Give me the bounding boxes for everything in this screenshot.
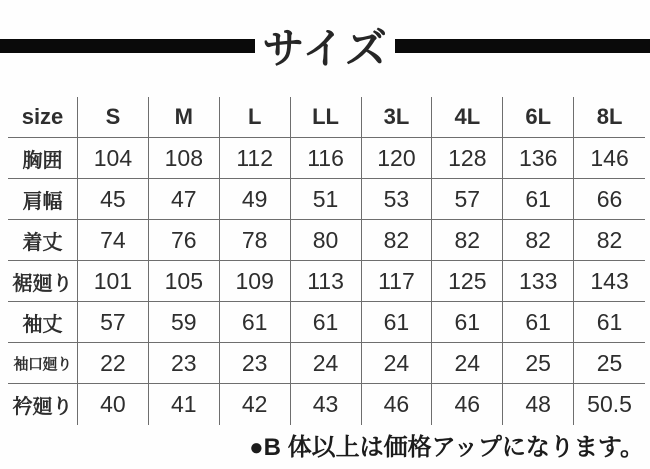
value-cell: 133 bbox=[503, 261, 574, 302]
row-label: 袖丈 bbox=[8, 302, 78, 343]
value-cell: 41 bbox=[149, 384, 220, 425]
value-cell: 61 bbox=[432, 302, 503, 343]
column-header-size: size bbox=[8, 97, 78, 138]
value-cell: 146 bbox=[574, 138, 645, 179]
value-cell: 45 bbox=[78, 179, 149, 220]
column-header-S: S bbox=[78, 97, 149, 138]
value-cell: 104 bbox=[78, 138, 149, 179]
column-header-3L: 3L bbox=[362, 97, 433, 138]
value-cell: 76 bbox=[149, 220, 220, 261]
value-cell: 40 bbox=[78, 384, 149, 425]
value-cell: 61 bbox=[220, 302, 291, 343]
value-cell: 24 bbox=[291, 343, 362, 384]
value-cell: 136 bbox=[503, 138, 574, 179]
row-label: 衿廻り bbox=[8, 384, 78, 425]
value-cell: 43 bbox=[291, 384, 362, 425]
value-cell: 61 bbox=[503, 302, 574, 343]
value-cell: 24 bbox=[362, 343, 433, 384]
value-cell: 116 bbox=[291, 138, 362, 179]
value-cell: 143 bbox=[574, 261, 645, 302]
row-label: 着丈 bbox=[8, 220, 78, 261]
column-header-6L: 6L bbox=[503, 97, 574, 138]
column-header-8L: 8L bbox=[574, 97, 645, 138]
value-cell: 49 bbox=[220, 179, 291, 220]
value-cell: 24 bbox=[432, 343, 503, 384]
value-cell: 82 bbox=[362, 220, 433, 261]
value-cell: 23 bbox=[220, 343, 291, 384]
value-cell: 128 bbox=[432, 138, 503, 179]
value-cell: 61 bbox=[362, 302, 433, 343]
column-header-M: M bbox=[149, 97, 220, 138]
row-label: 袖口廻り bbox=[8, 343, 78, 384]
row-label: 肩幅 bbox=[8, 179, 78, 220]
column-header-4L: 4L bbox=[432, 97, 503, 138]
value-cell: 47 bbox=[149, 179, 220, 220]
value-cell: 112 bbox=[220, 138, 291, 179]
value-cell: 82 bbox=[432, 220, 503, 261]
value-cell: 82 bbox=[503, 220, 574, 261]
value-cell: 120 bbox=[362, 138, 433, 179]
value-cell: 80 bbox=[291, 220, 362, 261]
value-cell: 61 bbox=[291, 302, 362, 343]
value-cell: 46 bbox=[362, 384, 433, 425]
size-table bbox=[8, 97, 645, 425]
row-label: 胸囲 bbox=[8, 138, 78, 179]
page-title: サイズ bbox=[262, 25, 388, 72]
value-cell: 117 bbox=[362, 261, 433, 302]
value-cell: 57 bbox=[78, 302, 149, 343]
value-cell: 48 bbox=[503, 384, 574, 425]
title-bar-right bbox=[395, 39, 650, 53]
value-cell: 50.5 bbox=[587, 391, 632, 417]
value-cell: 23 bbox=[149, 343, 220, 384]
value-cell: 66 bbox=[574, 179, 645, 220]
value-cell: 61 bbox=[574, 302, 645, 343]
value-cell: 74 bbox=[78, 220, 149, 261]
value-cell: 25 bbox=[574, 343, 645, 384]
column-header-LL: LL bbox=[291, 97, 362, 138]
value-cell: 42 bbox=[220, 384, 291, 425]
value-cell: 105 bbox=[149, 261, 220, 302]
title-banner bbox=[0, 24, 650, 74]
value-cell: 59 bbox=[149, 302, 220, 343]
value-cell: 61 bbox=[503, 179, 574, 220]
value-cell: 51 bbox=[291, 179, 362, 220]
price-note: ●B 体以上は価格アップになります。 bbox=[249, 434, 644, 461]
value-cell: 25 bbox=[503, 343, 574, 384]
value-cell: 101 bbox=[78, 261, 149, 302]
value-cell: 78 bbox=[220, 220, 291, 261]
column-header-L: L bbox=[220, 97, 291, 138]
title-bar-left bbox=[0, 39, 255, 53]
value-cell: 46 bbox=[432, 384, 503, 425]
value-cell: 113 bbox=[291, 261, 362, 302]
value-cell: 125 bbox=[432, 261, 503, 302]
value-cell: 109 bbox=[220, 261, 291, 302]
value-cell: 82 bbox=[574, 220, 645, 261]
value-cell: 22 bbox=[78, 343, 149, 384]
value-cell: 53 bbox=[362, 179, 433, 220]
value-cell: 57 bbox=[432, 179, 503, 220]
value-cell: 108 bbox=[149, 138, 220, 179]
row-label: 裾廻り bbox=[8, 261, 78, 302]
